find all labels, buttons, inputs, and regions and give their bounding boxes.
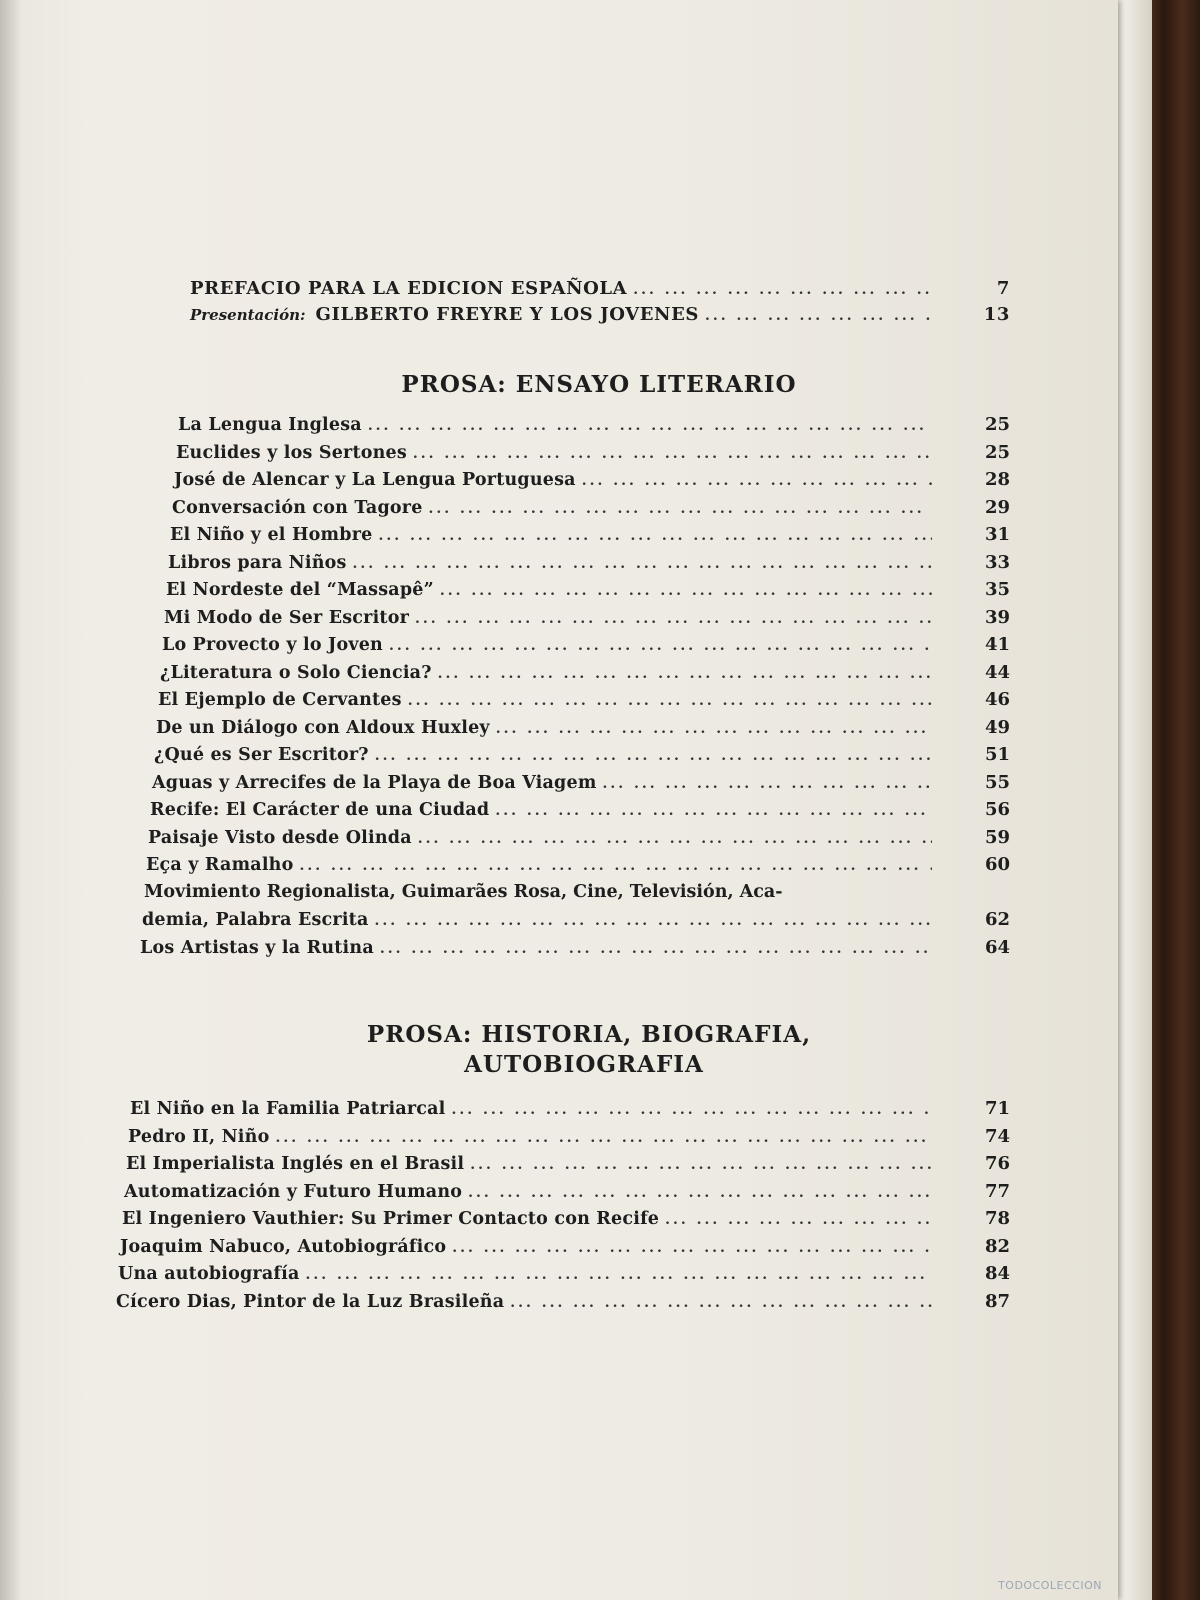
toc-entry bbox=[144, 882, 1010, 910]
toc-entry bbox=[152, 772, 1010, 800]
toc-entry-page: 59 bbox=[984, 826, 1010, 848]
leader-dots bbox=[603, 776, 932, 792]
leader-dots bbox=[389, 638, 932, 654]
leader-dots bbox=[413, 446, 932, 462]
leader-dots bbox=[353, 556, 932, 572]
toc-entry bbox=[142, 909, 1010, 937]
toc-entry-page: 62 bbox=[984, 909, 1010, 930]
leader-dots bbox=[495, 803, 932, 819]
leader-dots bbox=[378, 528, 932, 544]
toc-entry-title: Libros para Niños bbox=[168, 552, 347, 573]
toc-entry-page: 31 bbox=[984, 524, 1010, 545]
toc-entry bbox=[162, 634, 1010, 662]
leader-dots bbox=[306, 1267, 932, 1283]
toc-entry bbox=[124, 1181, 1010, 1209]
toc-entry-title: El Niño en la Familia Patriarcal bbox=[130, 1099, 446, 1119]
leader-dots bbox=[275, 1130, 932, 1146]
section-heading: PROSA: HISTORIA, BIOGRAFIA, bbox=[366, 1021, 812, 1048]
toc-entry-page: 55 bbox=[984, 771, 1010, 793]
toc-entry-title: El Niño y el Hombre bbox=[170, 525, 373, 545]
leader-dots bbox=[633, 282, 932, 298]
spine-shadow bbox=[0, 0, 22, 1600]
toc-entry-presentacion bbox=[190, 304, 1010, 330]
toc-entry bbox=[174, 469, 1010, 497]
leader-dots bbox=[496, 721, 932, 737]
toc-entry-page: 44 bbox=[984, 661, 1010, 683]
section-ensayo-literario bbox=[128, 370, 1010, 964]
leader-dots bbox=[665, 1212, 932, 1228]
leader-dots bbox=[582, 473, 932, 489]
toc-entry bbox=[150, 799, 1010, 827]
toc-entry-page: 49 bbox=[984, 716, 1010, 738]
toc-entry-title: Euclides y los Sertones bbox=[176, 442, 407, 463]
toc-entry-page: 33 bbox=[984, 551, 1010, 573]
leader-dots bbox=[440, 583, 932, 599]
toc-entry-page: 29 bbox=[984, 496, 1010, 518]
toc-entry bbox=[158, 689, 1010, 717]
toc-entry-title: ¿Qué es Ser Escritor? bbox=[154, 745, 369, 765]
leader-dots bbox=[375, 913, 933, 929]
toc-entry bbox=[130, 1098, 1010, 1126]
toc-entry-title: Movimiento Regionalista, Guimarães Rosa, Cine, Televisión, Aca- bbox=[144, 881, 783, 902]
toc-entry-title: Eça y Ramalho bbox=[146, 855, 294, 875]
toc-entry bbox=[146, 854, 1010, 882]
leader-dots bbox=[429, 501, 932, 517]
toc-entry bbox=[118, 1263, 1010, 1291]
toc-entry-page: 51 bbox=[984, 744, 1010, 765]
toc-entry-title: GILBERTO FREYRE Y LOS JOVENES bbox=[315, 304, 700, 325]
toc-entry bbox=[168, 552, 1010, 580]
toc-entry-title: Una autobiografía bbox=[118, 1264, 300, 1284]
leader-dots bbox=[380, 941, 932, 957]
toc-entry-page: 84 bbox=[984, 1263, 1010, 1284]
toc-entry bbox=[160, 662, 1010, 690]
toc-entry-title: Joaquim Nabuco, Autobiográfico bbox=[120, 1236, 447, 1257]
toc-entry-label: Presentación: bbox=[190, 306, 306, 324]
toc-entry-page: 64 bbox=[984, 936, 1010, 958]
toc-entry-page: 60 bbox=[984, 854, 1010, 875]
toc-entry-page: 25 bbox=[984, 414, 1010, 435]
leader-dots bbox=[299, 858, 932, 874]
toc-entry-page: 35 bbox=[984, 579, 1010, 600]
toc-entry bbox=[154, 744, 1010, 772]
watermark: TODOCOLECCION bbox=[998, 1579, 1102, 1592]
table-of-contents bbox=[116, 278, 1010, 1318]
toc-entry-page: 82 bbox=[984, 1235, 1010, 1257]
toc-entry-page: 78 bbox=[984, 1208, 1010, 1229]
toc-entry-page: 39 bbox=[984, 606, 1010, 628]
section-historia-biografia bbox=[116, 1020, 1010, 1318]
section-heading-continued: AUTOBIOGRAFIA bbox=[464, 1051, 704, 1078]
toc-entry-title: demia, Palabra Escrita bbox=[142, 910, 369, 930]
leader-dots bbox=[470, 1157, 932, 1173]
toc-entry bbox=[178, 414, 1010, 442]
toc-entry bbox=[172, 497, 1010, 525]
leader-dots bbox=[415, 611, 932, 627]
toc-entry-title: Mi Modo de Ser Escritor bbox=[164, 607, 409, 628]
toc-entry bbox=[166, 579, 1010, 607]
toc-entry bbox=[120, 1236, 1010, 1264]
toc-entry-title: El Ejemplo de Cervantes bbox=[158, 690, 402, 710]
toc-entry-title: Aguas y Arrecifes de la Playa de Boa Viagem bbox=[152, 772, 597, 793]
toc-entry-title: La Lengua Inglesa bbox=[178, 415, 362, 435]
toc-entry bbox=[126, 1153, 1010, 1181]
leader-dots bbox=[705, 308, 932, 324]
toc-entry-page: 56 bbox=[984, 799, 1010, 820]
toc-entry-title: PREFACIO PARA LA EDICION ESPAÑOLA bbox=[190, 278, 628, 299]
toc-entry-page: 13 bbox=[983, 304, 1010, 325]
toc-entry bbox=[116, 1291, 1010, 1319]
toc-entry-page: 71 bbox=[984, 1098, 1010, 1119]
toc-entry-page: 76 bbox=[984, 1153, 1010, 1174]
leader-dots bbox=[452, 1240, 932, 1256]
toc-entry-title: Los Artistas y la Rutina bbox=[140, 937, 374, 958]
toc-entry-page: 87 bbox=[984, 1290, 1010, 1312]
leader-dots bbox=[375, 748, 932, 764]
toc-entry-title: Pedro II, Niño bbox=[128, 1126, 270, 1147]
toc-entry-title: El Imperialista Inglés en el Brasil bbox=[126, 1154, 465, 1174]
toc-entry-title: ¿Literatura o Solo Ciencia? bbox=[160, 662, 432, 683]
toc-entry bbox=[164, 607, 1010, 635]
toc-entry-title: José de Alencar y La Lengua Portuguesa bbox=[174, 470, 576, 490]
toc-entry bbox=[140, 937, 1010, 965]
leader-dots bbox=[452, 1102, 932, 1118]
toc-entry-page: 25 bbox=[984, 441, 1010, 463]
toc-entry-page: 41 bbox=[984, 634, 1010, 655]
toc-entry-title: El Ingeniero Vauthier: Su Primer Contacto con Recife bbox=[122, 1209, 660, 1229]
toc-entry bbox=[148, 827, 1010, 855]
leader-dots bbox=[368, 418, 932, 434]
toc-entry-title: Paisaje Visto desde Olinda bbox=[148, 827, 412, 848]
toc-entry-page: 46 bbox=[984, 689, 1010, 710]
leader-dots bbox=[408, 693, 932, 709]
toc-entry-title: El Nordeste del “Massapê” bbox=[166, 580, 434, 600]
leader-dots bbox=[510, 1295, 932, 1311]
toc-entry-title: De un Diálogo con Aldoux Huxley bbox=[156, 717, 490, 738]
toc-entry-page: 74 bbox=[984, 1125, 1010, 1147]
leader-dots bbox=[418, 831, 932, 847]
toc-entry-title: Automatización y Futuro Humano bbox=[124, 1181, 463, 1202]
toc-entry-title: Lo Provecto y lo Joven bbox=[162, 635, 383, 655]
toc-entry-page: 28 bbox=[984, 469, 1010, 490]
toc-entry bbox=[176, 442, 1010, 470]
toc-entry bbox=[170, 524, 1010, 552]
toc-entry bbox=[156, 717, 1010, 745]
toc-entry-title: Recife: El Carácter de una Ciudad bbox=[150, 800, 490, 820]
toc-entry bbox=[122, 1208, 1010, 1236]
toc-entry-prefacio bbox=[190, 278, 1010, 304]
toc-entry-title: Conversación con Tagore bbox=[172, 497, 423, 518]
toc-entry-page: 77 bbox=[984, 1180, 1010, 1202]
leader-dots bbox=[468, 1185, 932, 1201]
leader-dots bbox=[438, 666, 932, 682]
section-heading: PROSA: ENSAYO LITERARIO bbox=[401, 371, 797, 398]
toc-entry-title: Cícero Dias, Pintor de la Luz Brasileña bbox=[116, 1291, 505, 1312]
toc-entry-page: 7 bbox=[996, 278, 1010, 299]
toc-entry bbox=[128, 1126, 1010, 1154]
